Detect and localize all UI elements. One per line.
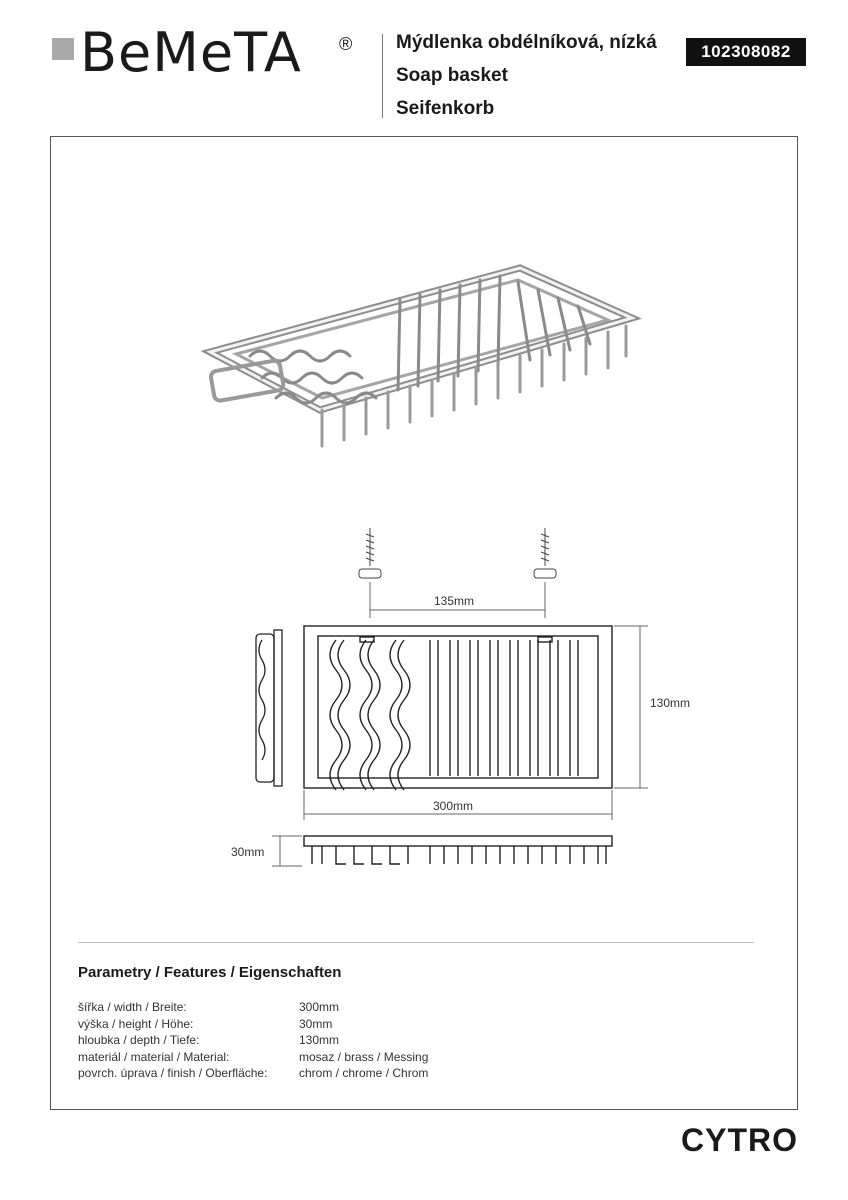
product-code-badge: 102308082 bbox=[686, 38, 806, 66]
product-series: CYTRO bbox=[681, 1122, 798, 1158]
product-render bbox=[210, 268, 632, 446]
product-title-en: Soap basket bbox=[396, 65, 508, 86]
height-dimension bbox=[272, 836, 302, 866]
product-title-cs: Mýdlenka obdélníková, nízká bbox=[396, 32, 657, 53]
mounting-screw-left bbox=[359, 528, 381, 578]
depth-label: 130mm bbox=[650, 696, 691, 710]
feature-label: povrch. úprava / finish / Oberfläche: bbox=[78, 1066, 268, 1080]
features-heading: Parametry / Features / Eigenschaften bbox=[78, 964, 342, 981]
feature-label: hloubka / depth / Tiefe: bbox=[78, 1033, 200, 1047]
depth-dimension bbox=[614, 626, 648, 788]
top-view bbox=[304, 626, 612, 790]
feature-value: chrom / chrome / Chrom bbox=[299, 1066, 429, 1080]
feature-value: 300mm bbox=[299, 1000, 340, 1014]
feature-value: 30mm bbox=[299, 1016, 333, 1031]
feature-row bbox=[78, 1017, 478, 1034]
features-separator bbox=[78, 942, 754, 943]
mounting-screw-right bbox=[534, 528, 556, 578]
feature-row bbox=[78, 1033, 478, 1050]
feature-label: materiál / material / Material: bbox=[78, 1049, 230, 1064]
product-title-de: Seifenkorb bbox=[396, 98, 495, 119]
feature-row bbox=[78, 1066, 478, 1083]
width-label: 300mm bbox=[433, 799, 474, 813]
mount-spacing-label: 135mm bbox=[434, 594, 475, 608]
registered-mark: ® bbox=[339, 34, 353, 54]
feature-label: výška / height / Höhe: bbox=[78, 1016, 194, 1031]
feature-row bbox=[78, 1000, 478, 1017]
height-label: 30mm bbox=[231, 845, 265, 859]
feature-label: šířka / width / Breite: bbox=[78, 1000, 187, 1014]
feature-row bbox=[78, 1050, 478, 1067]
brand-logo: BeMeTA bbox=[80, 21, 302, 84]
feature-value: mosaz / brass / Messing bbox=[299, 1049, 429, 1064]
feature-value: 130mm bbox=[299, 1033, 340, 1047]
side-view bbox=[256, 630, 282, 786]
features-table bbox=[78, 1000, 478, 1083]
front-view bbox=[304, 836, 612, 864]
